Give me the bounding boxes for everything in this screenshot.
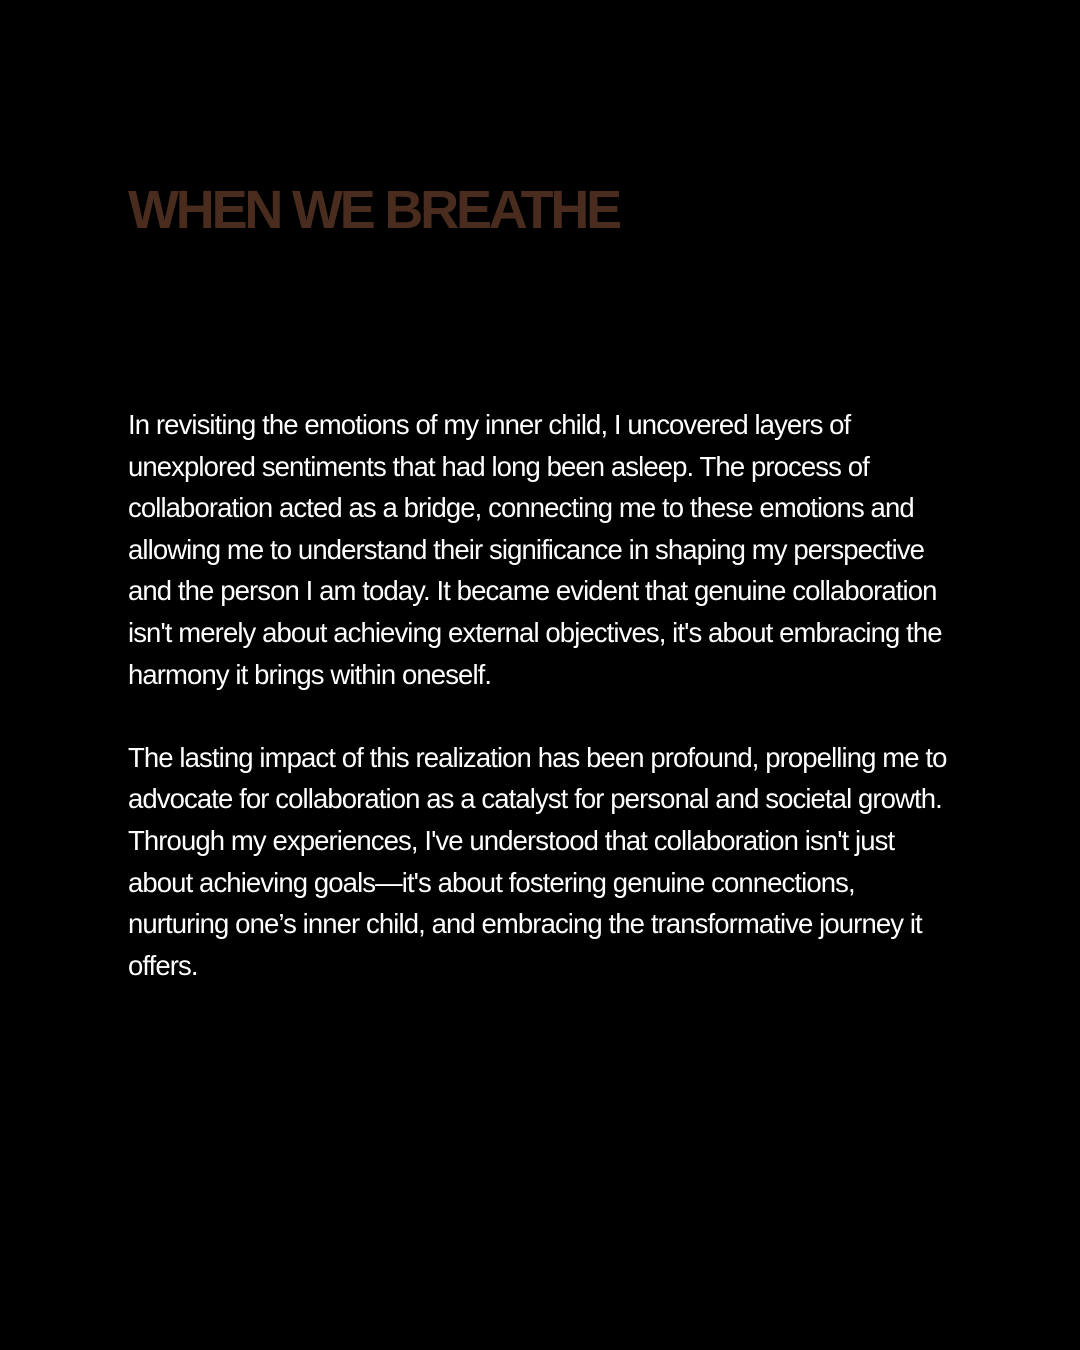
body-text	[128, 404, 958, 986]
paragraph-1: In revisiting the emotions of my inner child, I uncovered layers of unexplored sentiments that had long been asleep. The process of collaboration acted as a bridge, connecting me to these emotions and allowing me to understand their significance in shaping my perspective and the person I am today. It became evident that genuine collaboration isn't merely about achieving external objectives, it's about embracing the harmony it brings within oneself.	[128, 409, 942, 690]
page-title: WHEN WE BREATHE	[128, 180, 619, 240]
paragraph-2: The lasting impact of this realization has been profound, propelling me to advocate for collaboration as a catalyst for personal and societal growth. Through my experiences, I've understood that collaboration isn't just about achieving goals—it's about fostering genuine connections, nurturing one’s inner child, and embracing the transformative journey it offers.	[128, 741, 947, 981]
